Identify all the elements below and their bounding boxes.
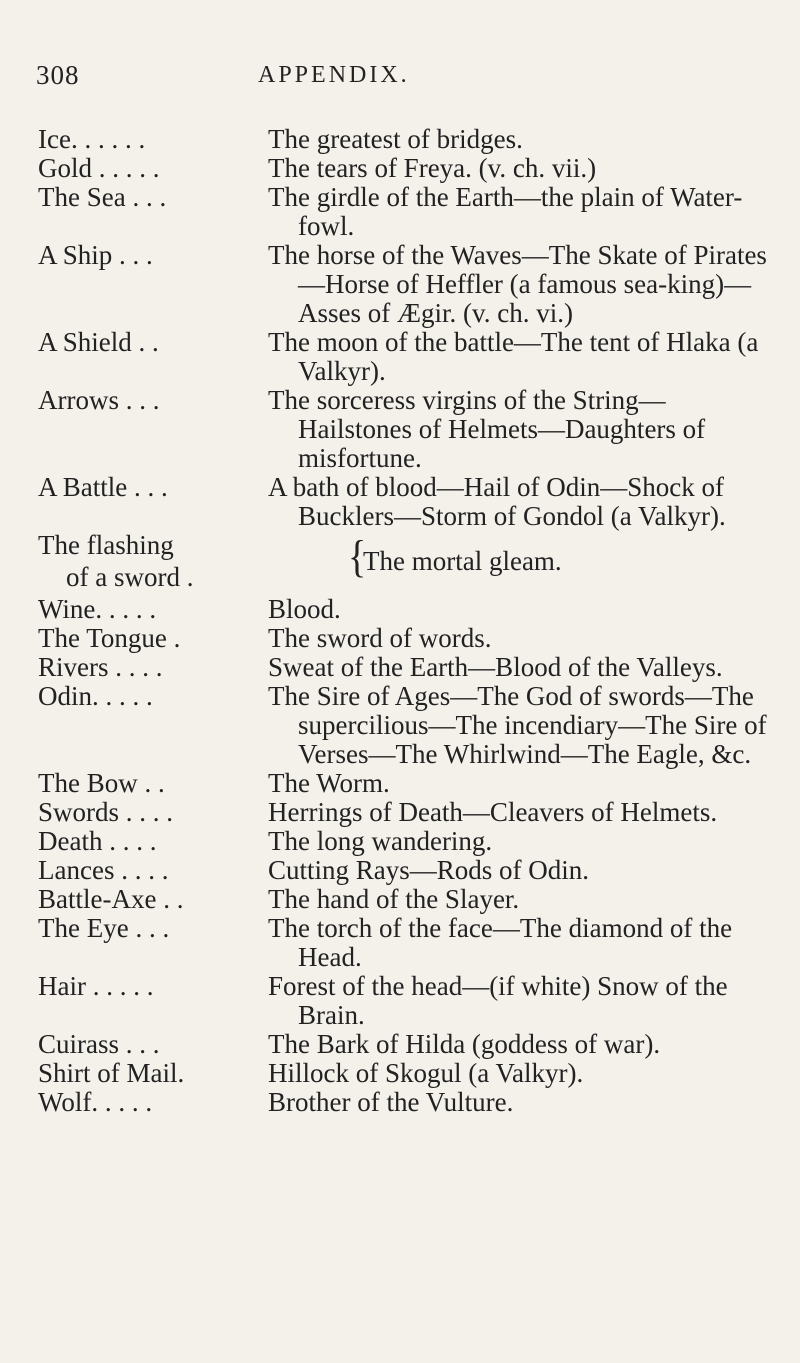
entry-term: Arrows . . . [38, 385, 160, 415]
entry-term: Swords . . . . [38, 797, 174, 827]
entry-term: The Tongue . [38, 623, 181, 653]
running-title: APPENDIX. [258, 62, 410, 88]
entry-definition: The greatest of bridges. [268, 124, 523, 154]
entry-term: A Shield . . [38, 327, 159, 357]
list-item [0, 473, 800, 531]
entry-term-line2: of a sword . [66, 562, 194, 592]
entry-definition: The sorceress virgins of the String—Hailstones of Helmets—Daughters of misfortune. [268, 385, 706, 473]
list-item [0, 798, 800, 827]
entry-term: Hair . . . . . [38, 971, 154, 1001]
list-item [0, 328, 800, 386]
entry-term: Death . . . . [38, 826, 157, 856]
entry-definition: The tears of Freya. (v. ch. vii.) [268, 153, 597, 183]
entry-term: Gold . . . . . [38, 153, 160, 183]
entry-term: Battle-Axe . . [38, 884, 184, 914]
list-item [0, 125, 800, 154]
list-item [0, 241, 800, 328]
entry-definition: The long wandering. [268, 826, 493, 856]
entry-definition: A bath of blood—Hail of Odin—Shock of Bucklers—Storm of Gondol (a Valkyr). [268, 472, 726, 531]
kenning-list [0, 125, 800, 1117]
list-item [0, 827, 800, 856]
list-item [0, 386, 800, 473]
entry-term: The Bow . . [38, 768, 165, 798]
list-item [0, 769, 800, 798]
entry-definition: Brother of the Vulture. [268, 1087, 514, 1117]
list-item [0, 914, 800, 972]
list-item [0, 595, 800, 624]
entry-term: Wine. . . . . [38, 594, 157, 624]
entry-definition: Herrings of Death—Cleavers of Helmets. [268, 797, 718, 827]
entry-definition: The horse of the Waves—The Skate of Pirates—Horse of Heffler (a famous sea-king)—Asses of Ægir. (v. ch. vi.) [268, 240, 767, 328]
entry-term: Rivers . . . . [38, 652, 163, 682]
entry-term: A Battle . . . [38, 472, 168, 502]
list-item [0, 682, 800, 769]
list-item [0, 1030, 800, 1059]
entry-definition: Forest of the head—(if white) Snow of the Brain. [268, 971, 728, 1030]
entry-term: Shirt of Mail. [38, 1058, 185, 1088]
entry-term: Ice. . . . . . [38, 124, 146, 154]
entry-definition: Hillock of Skogul (a Valkyr). [268, 1058, 584, 1088]
entry-definition: Blood. [268, 594, 341, 624]
entry-definition: The moon of the battle—The tent of Hlaka (a Valkyr). [268, 327, 759, 386]
list-item [0, 154, 800, 183]
entry-definition: The Sire of Ages—The God of swords—The supercilious—The incendiary—The Sire of Verses—The Whirlwind—The Eagle, &c. [268, 681, 767, 769]
entry-definition: Sweat of the Earth—Blood of the Valleys. [268, 652, 723, 682]
list-item [0, 531, 800, 595]
page-header [0, 60, 800, 100]
list-item [0, 856, 800, 885]
entry-term: Wolf. . . . . [38, 1087, 153, 1117]
entry-definition: The torch of the face—The diamond of the Head. [268, 913, 733, 972]
entry-definition: The mortal gleam. [363, 546, 562, 576]
list-item [0, 1088, 800, 1117]
page-number: 308 [36, 60, 80, 90]
list-item [0, 183, 800, 241]
entry-term: Odin. . . . . [38, 681, 153, 711]
list-item [0, 972, 800, 1030]
entry-term: The Sea . . . [38, 182, 167, 212]
list-item [0, 1059, 800, 1088]
entry-definition: The girdle of the Earth—the plain of Water-fowl. [268, 182, 743, 241]
entry-term-line1: The flashing [38, 530, 174, 560]
entry-definition: The Bark of Hilda (goddess of war). [268, 1029, 661, 1059]
entry-term: Cuirass . . . [38, 1029, 160, 1059]
entry-definition: The sword of words. [268, 623, 492, 653]
list-item [0, 885, 800, 914]
entry-definition: The hand of the Slayer. [268, 884, 520, 914]
brace-icon: { [348, 531, 367, 583]
list-item [0, 624, 800, 653]
entry-term: Lances . . . . [38, 855, 169, 885]
entry-definition: The Worm. [268, 768, 390, 798]
list-item [0, 653, 800, 682]
entry-term: The Eye . . . [38, 913, 170, 943]
entry-definition: Cutting Rays—Rods of Odin. [268, 855, 590, 885]
entry-term: A Ship . . . [38, 240, 153, 270]
